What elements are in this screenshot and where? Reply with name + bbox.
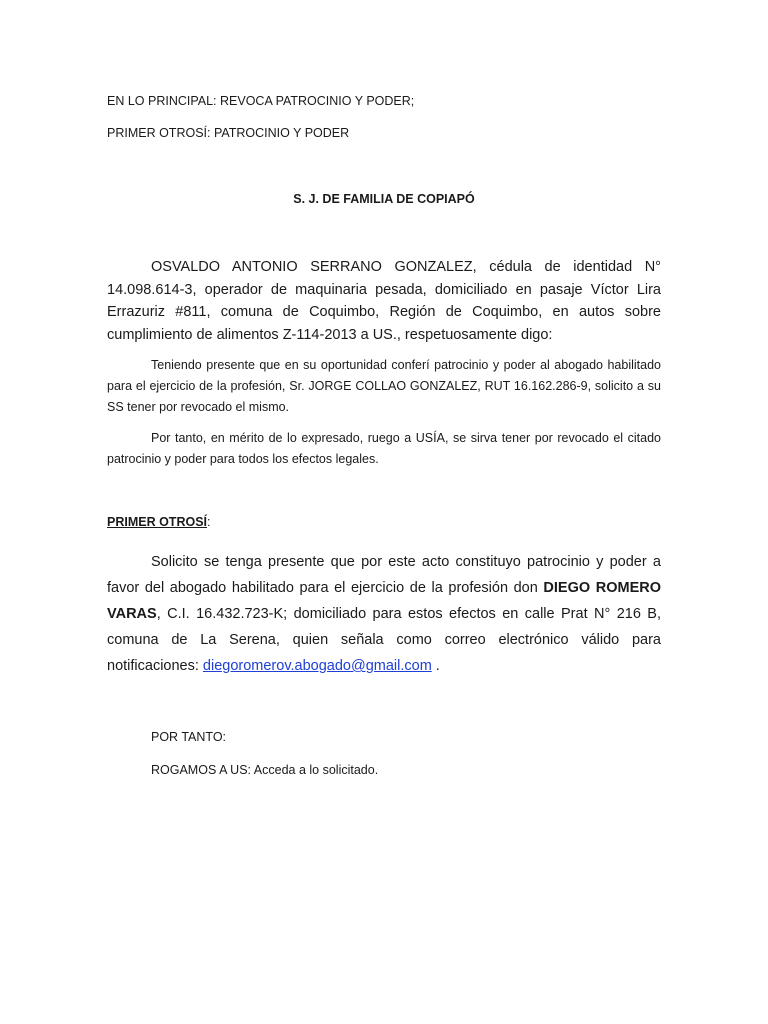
otrosi-text-b: , C.I. 16.432.723-K; domiciliado para estos efectos en calle Prat N° 216 B, comuna de La Serena, quien señala como correo electrónico válido para notificaciones: [107, 606, 661, 674]
por-tanto-label: POR TANTO: [151, 730, 227, 744]
principal-heading: EN LO PRINCIPAL: REVOCA PATROCINIO Y PODER; [107, 94, 415, 108]
otrosi-text-c: . [431, 658, 440, 674]
court-title: S. J. DE FAMILIA DE COPIAPÓ [293, 192, 475, 206]
revocation-paragraph: Teniendo presente que en su oportunidad conferí patrocinio y poder al abogado habilitado para el ejercicio de la profesión, Sr. JORGE COLLAO GONZALEZ, RUT 16.162.286-9, solicito a su SS tener por revocado el mismo. [107, 358, 661, 414]
otrosi-heading-label: PRIMER OTROSÍ [107, 515, 208, 529]
primer-otrosi-heading: PRIMER OTROSÍ: PATROCINIO Y PODER [107, 126, 350, 140]
otrosi-heading-colon: : [207, 515, 211, 529]
lawyer-name: DIEGO ROMERO VARAS [107, 580, 661, 622]
otrosi-section-heading [107, 515, 211, 529]
por-tanto-paragraph: Por tanto, en mérito de lo expresado, ruego a USÍA, se sirva tener por revocado el citado patrocinio y poder para todos los efectos legales. [107, 431, 661, 466]
rogamos-line: ROGAMOS A US: Acceda a lo solicitado. [151, 763, 379, 777]
intro-paragraph: OSVALDO ANTONIO SERRANO GONZALEZ, cédula de identidad N° 14.098.614-3, operador de maquinaria pesada, domiciliado en pasaje Víctor Lira Errazuriz #811, comuna de Coquimbo, Región de Coquimbo, en autos sobre cumplimiento de alimentos Z-114-2013 a US., respetuosamente digo: [107, 259, 661, 343]
email-link[interactable]: diegoromerov.abogado@gmail.com [202, 658, 432, 674]
otrosi-paragraph [107, 549, 661, 679]
otrosi-text-a: Solicito se tenga presente que por este acto constituyo patrocinio y poder a favor del abogado habilitado para el ejercicio de la profesión don [107, 554, 661, 596]
